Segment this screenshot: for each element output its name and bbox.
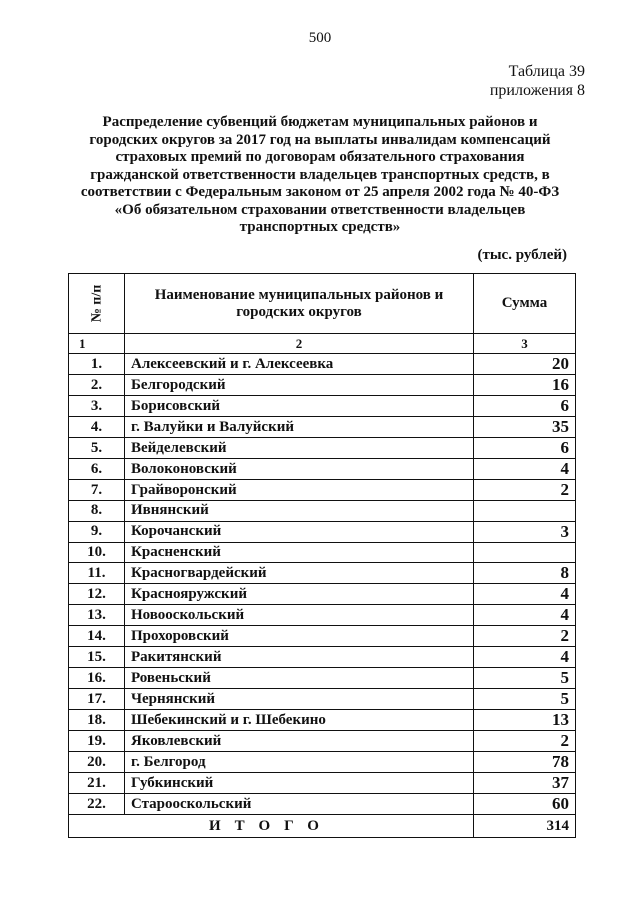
row-name: Алексеевский и г. Алексеевка [125, 354, 474, 375]
row-sum: 6 [474, 438, 576, 459]
row-name: Вейделевский [125, 438, 474, 459]
table-row [69, 480, 576, 501]
row-number: 13. [69, 605, 125, 626]
row-name: Борисовский [125, 396, 474, 417]
row-sum [474, 501, 576, 522]
row-number: 12. [69, 584, 125, 605]
row-name: Грайворонский [125, 480, 474, 501]
units-label: (тыс. рублей) [477, 247, 567, 263]
row-name: Старооскольский [125, 794, 474, 815]
row-sum: 5 [474, 668, 576, 689]
row-number: 6. [69, 459, 125, 480]
table-row [69, 626, 576, 647]
row-number: 19. [69, 731, 125, 752]
table-ref-line2: приложения 8 [489, 82, 585, 99]
row-number: 20. [69, 752, 125, 773]
row-number: 18. [69, 710, 125, 731]
row-sum: 8 [474, 563, 576, 584]
row-name: Яковлевский [125, 731, 474, 752]
table-row [69, 396, 576, 417]
document-title: Распределение субвенций бюджетам муниципальных районов и городских округов за 2017 год на выплаты инвалидам компенсаций страховых премий по договорам обязательного страхования гражданской ответственности владельцев транспортных средств, в соответствии с Федеральным законом от 25 апреля 2002 года № 40-ФЗ «Об обязательном страховании ответственности владельцев транспортных средств» [80, 114, 560, 235]
row-sum: 6 [474, 396, 576, 417]
row-name: Ровеньский [125, 668, 474, 689]
table-row [69, 710, 576, 731]
header-sum: Сумма [474, 274, 576, 334]
table-row [69, 459, 576, 480]
table-row [69, 689, 576, 710]
row-number: 11. [69, 563, 125, 584]
row-sum: 4 [474, 647, 576, 668]
table-row [69, 752, 576, 773]
row-sum: 13 [474, 710, 576, 731]
row-name: Корочанский [125, 521, 474, 542]
row-sum: 37 [474, 773, 576, 794]
column-number-2: 2 [125, 334, 474, 354]
row-sum: 60 [474, 794, 576, 815]
table-ref-line1: Таблица 39 [508, 63, 585, 80]
table-row [69, 668, 576, 689]
row-number: 1. [69, 354, 125, 375]
table-row [69, 773, 576, 794]
table-row [69, 438, 576, 459]
row-sum: 3 [474, 521, 576, 542]
table-row [69, 501, 576, 522]
row-sum: 4 [474, 459, 576, 480]
total-row [69, 815, 576, 838]
row-number: 2. [69, 375, 125, 396]
row-number: 5. [69, 438, 125, 459]
column-number-1: 1 [69, 334, 125, 354]
table-row [69, 794, 576, 815]
table-row [69, 417, 576, 438]
table-body [69, 354, 576, 815]
row-name: Чернянский [125, 689, 474, 710]
table-header-row [69, 274, 576, 334]
row-number: 21. [69, 773, 125, 794]
row-sum: 35 [474, 417, 576, 438]
row-sum: 5 [474, 689, 576, 710]
row-sum: 16 [474, 375, 576, 396]
row-name: Красненский [125, 542, 474, 563]
table-row [69, 521, 576, 542]
total-label: ИТОГО [69, 815, 474, 838]
row-name: г. Валуйки и Валуйский [125, 417, 474, 438]
row-sum: 78 [474, 752, 576, 773]
table-row [69, 354, 576, 375]
row-number: 14. [69, 626, 125, 647]
row-name: Волоконовский [125, 459, 474, 480]
table-row [69, 584, 576, 605]
subvention-table [68, 273, 576, 838]
row-sum [474, 542, 576, 563]
row-number: 22. [69, 794, 125, 815]
column-numbers-row [69, 334, 576, 354]
table-row [69, 563, 576, 584]
row-name: Красногвардейский [125, 563, 474, 584]
row-name: Новооскольский [125, 605, 474, 626]
column-number-3: 3 [474, 334, 576, 354]
row-number: 10. [69, 542, 125, 563]
row-sum: 4 [474, 605, 576, 626]
table-row [69, 605, 576, 626]
row-sum: 2 [474, 480, 576, 501]
row-number: 8. [69, 501, 125, 522]
row-number: 17. [69, 689, 125, 710]
row-name: Шебекинский и г. Шебекино [125, 710, 474, 731]
header-number-label: № п/п [89, 284, 104, 323]
row-number: 7. [69, 480, 125, 501]
table-row [69, 647, 576, 668]
row-sum: 4 [474, 584, 576, 605]
row-name: Белгородский [125, 375, 474, 396]
row-name: г. Белгород [125, 752, 474, 773]
row-name: Прохоровский [125, 626, 474, 647]
row-name: Краснояружский [125, 584, 474, 605]
row-name: Ракитянский [125, 647, 474, 668]
table-row [69, 375, 576, 396]
row-name: Губкинский [125, 773, 474, 794]
table-row [69, 731, 576, 752]
header-name: Наименование муниципальных районов и городских округов [125, 274, 474, 334]
row-number: 16. [69, 668, 125, 689]
page-number: 500 [308, 30, 332, 46]
row-sum: 2 [474, 731, 576, 752]
row-number: 9. [69, 521, 125, 542]
total-sum: 314 [474, 815, 576, 838]
header-number [69, 274, 125, 334]
row-number: 15. [69, 647, 125, 668]
table-row [69, 542, 576, 563]
row-number: 3. [69, 396, 125, 417]
row-sum: 20 [474, 354, 576, 375]
row-sum: 2 [474, 626, 576, 647]
row-name: Ивнянский [125, 501, 474, 522]
table-reference [490, 62, 585, 100]
row-number: 4. [69, 417, 125, 438]
